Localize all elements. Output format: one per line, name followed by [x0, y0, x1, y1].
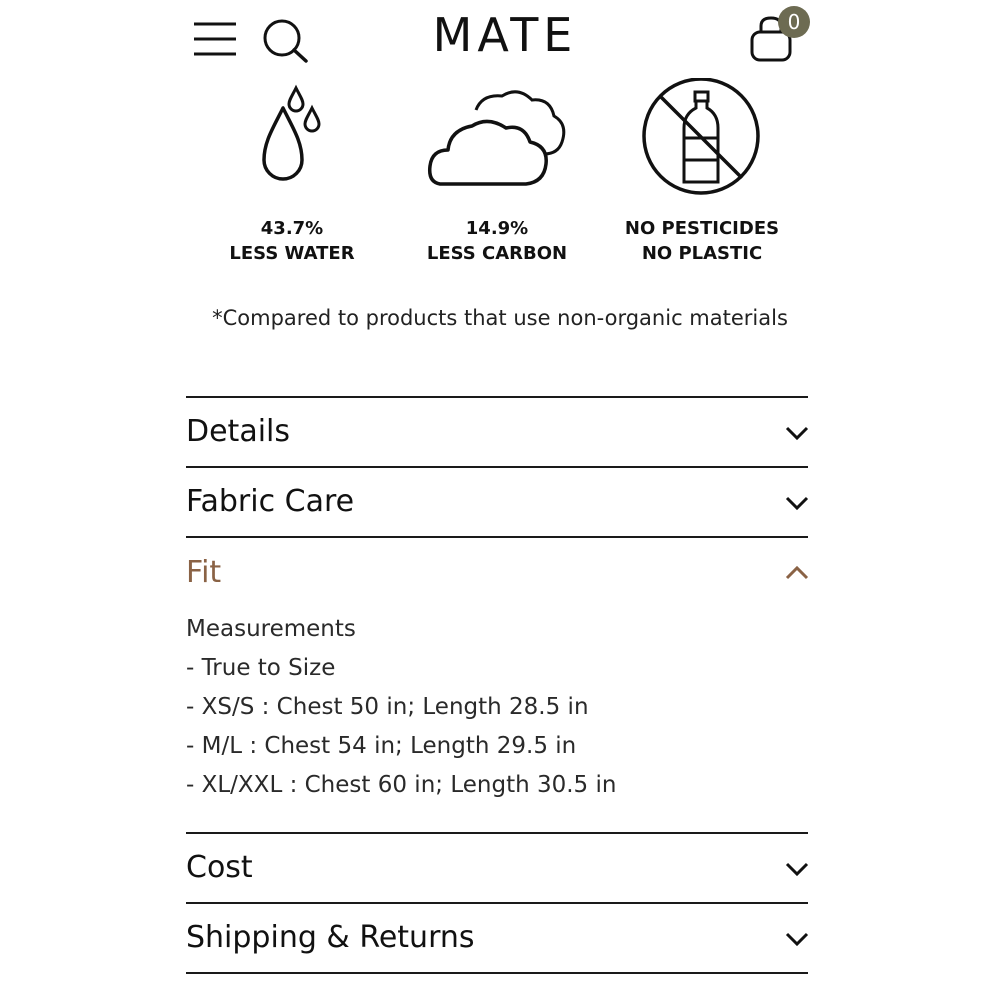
chevron-up-icon[interactable] [784, 564, 810, 582]
stat-carbon-label: LESS CARBON [426, 243, 568, 264]
chevron-down-icon[interactable] [784, 930, 810, 948]
water-drop-icon [226, 80, 356, 190]
no-plastic-bottle-icon [640, 78, 764, 202]
accordion-cost-title[interactable]: Cost [186, 850, 253, 885]
divider [186, 396, 808, 398]
accordion-details-title[interactable]: Details [186, 414, 291, 449]
divider [186, 972, 808, 974]
brand-logo[interactable]: MATE [432, 8, 578, 62]
stat-carbon-value: 14.9% [465, 218, 529, 239]
divider [186, 536, 808, 538]
chevron-down-icon[interactable] [784, 860, 810, 878]
chevron-down-icon[interactable] [784, 494, 810, 512]
comparison-footnote: *Compared to products that use non-organic materials [212, 306, 788, 330]
stat-pesticides-label: NO PESTICIDES [624, 218, 780, 239]
menu-icon[interactable] [192, 18, 238, 60]
divider [186, 466, 808, 468]
fit-line: - XS/S : Chest 50 in; Length 28.5 in [186, 694, 589, 720]
divider [186, 832, 808, 834]
stat-water-value: 43.7% [260, 218, 324, 239]
stat-water-label: LESS WATER [229, 243, 355, 264]
chevron-down-icon[interactable] [784, 424, 810, 442]
stat-plastic-label: NO PLASTIC [641, 243, 763, 264]
search-icon[interactable] [262, 16, 310, 64]
fit-measurements-heading: Measurements [186, 616, 356, 642]
accordion-fit-title[interactable]: Fit [186, 555, 222, 590]
accordion-shipping-returns-title[interactable]: Shipping & Returns [186, 920, 475, 955]
accordion-fabric-care-title[interactable]: Fabric Care [186, 484, 355, 519]
fit-line: - True to Size [186, 655, 336, 681]
stat-water [182, 216, 402, 266]
divider [186, 902, 808, 904]
fit-line: - XL/XXL : Chest 60 in; Length 30.5 in [186, 772, 617, 798]
cloud-icon [426, 80, 571, 190]
cart-count-badge: 0 [778, 6, 810, 38]
fit-line: - M/L : Chest 54 in; Length 29.5 in [186, 733, 577, 759]
stat-pesticides-plastic [592, 216, 812, 266]
fit-panel-content [186, 610, 806, 805]
stat-carbon [387, 216, 607, 266]
